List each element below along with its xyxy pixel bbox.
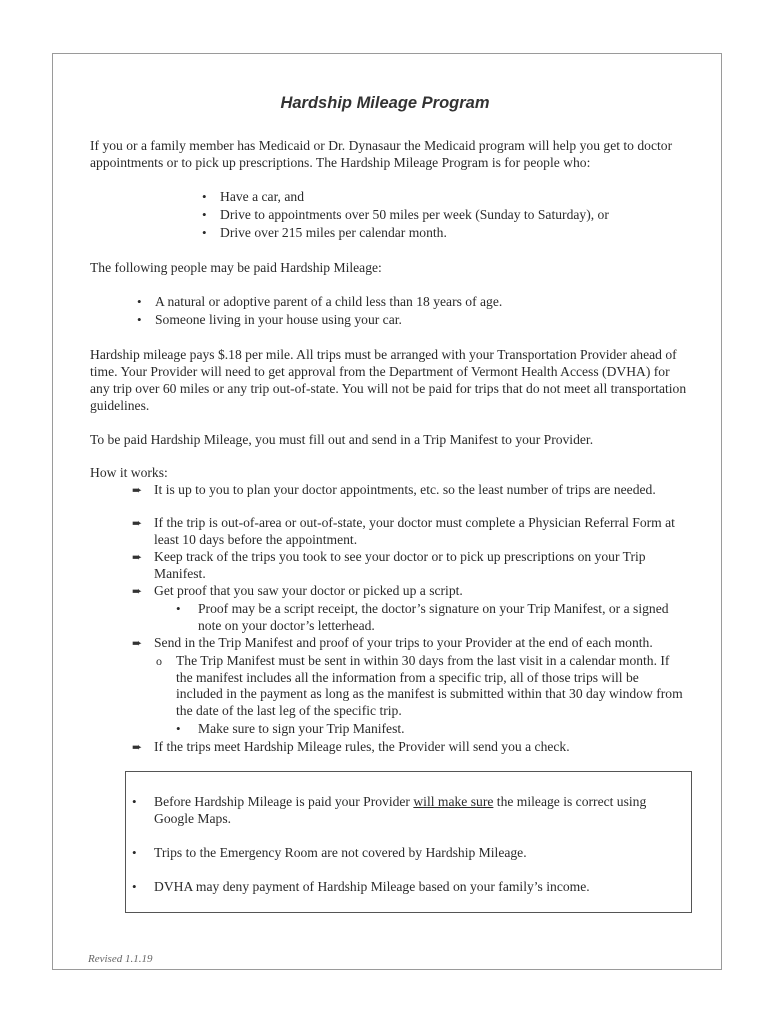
eligibility-item-2: [202, 206, 609, 223]
paid-people-item-1: [137, 293, 503, 310]
bullet-icon: •: [202, 225, 207, 240]
step-item-1: [132, 482, 689, 499]
proof-subitem: [176, 601, 688, 634]
manifest-paragraph: To be paid Hardship Mileage, you must fill out and send in a Trip Manifest to your Provider.: [90, 432, 594, 447]
document-title: Hardship Mileage Program: [280, 94, 490, 112]
arrow-icon: ➨: [132, 516, 143, 530]
step-item-4: [132, 583, 689, 600]
bullet-icon: •: [137, 312, 142, 327]
step-text: It is up to you to plan your doctor appointments, etc. so the least number of trips are needed.: [154, 482, 656, 497]
step-item-6: [132, 739, 689, 756]
arrow-icon: ➨: [132, 483, 143, 497]
sign-subitem: [176, 721, 688, 738]
note-item-3: [132, 878, 689, 895]
arrow-icon: ➨: [132, 740, 143, 754]
bullet-icon: •: [176, 721, 181, 736]
step-text: If the trip is out-of-area or out-of-state, your doctor must complete a Physician Referral Form at least 10 days before the appointment.: [154, 515, 675, 547]
revision-date: Revised 1.1.19: [88, 953, 153, 965]
note-item-1: [132, 793, 689, 827]
paid-people-item-2: [137, 311, 402, 328]
note-emphasis: will make sure: [413, 794, 494, 809]
arrow-icon: ➨: [132, 584, 143, 598]
step-item-3: [132, 549, 689, 582]
note-text: DVHA may deny payment of Hardship Mileage based on your family’s income.: [154, 879, 590, 894]
paid-people-intro: The following people may be paid Hardship Mileage:: [90, 260, 382, 275]
intro-paragraph: If you or a family member has Medicaid or Dr. Dynasaur the Medicaid program will help you get to doctor appointments or to pick up prescriptions. The Hardship Mileage Program is for people who:: [90, 138, 673, 170]
eligibility-item-1: [202, 188, 304, 205]
paid-people-text: A natural or adoptive parent of a child less than 18 years of age.: [155, 294, 503, 309]
step-item-5: [132, 635, 689, 652]
note-text: Before Hardship Mileage is paid your Provider: [154, 794, 414, 809]
sign-subitem-text: Make sure to sign your Trip Manifest.: [198, 721, 405, 736]
note-item-2: [132, 844, 689, 861]
manifest-subitem: [156, 653, 688, 719]
bullet-icon: •: [202, 189, 207, 204]
how-it-works-heading: How it works:: [90, 465, 168, 480]
bullet-icon: •: [132, 794, 137, 809]
proof-subitem-text: Proof may be a script receipt, the doctor’s signature on your Trip Manifest, or a signed note on your doctor’s letterhead.: [198, 601, 669, 633]
bullet-icon: •: [176, 601, 181, 616]
step-text: Send in the Trip Manifest and proof of your trips to your Provider at the end of each month.: [154, 635, 653, 650]
note-text: Trips to the Emergency Room are not covered by Hardship Mileage.: [154, 845, 527, 860]
bullet-icon: •: [132, 845, 137, 860]
manifest-subitem-text: The Trip Manifest must be sent in within 30 days from the last visit in a calendar month. If the manifest includes all the information from a specific trip, all of those trips will be included in the payment as long as the manifest is submitted within that 30 day window from the date of the last leg of the specific trip.: [176, 653, 683, 718]
paid-people-text: Someone living in your house using your car.: [155, 312, 402, 327]
arrow-icon: ➨: [132, 636, 143, 650]
step-text: If the trips meet Hardship Mileage rules, the Provider will send you a check.: [154, 739, 570, 754]
eligibility-text: Drive to appointments over 50 miles per week (Sunday to Saturday), or: [220, 207, 609, 222]
step-item-2: [132, 515, 689, 548]
rate-paragraph: Hardship mileage pays $.18 per mile. All trips must be arranged with your Transportation Provider ahead of time. Your Provider will need to get approval from the Department of Vermont Health Access (DVHA) for any trip over 60 miles or any trip out-of-state. You will not be paid for trips that do not meet all transportation guidelines.: [90, 347, 687, 413]
note-text: the mileage is correct using Google Maps.: [154, 794, 647, 826]
eligibility-item-3: [202, 224, 447, 241]
arrow-icon: ➨: [132, 550, 143, 564]
eligibility-text: Drive over 215 miles per calendar month.: [220, 225, 447, 240]
bullet-icon: •: [132, 879, 137, 894]
step-text: Keep track of the trips you took to see your doctor or to pick up prescriptions on your Trip Manifest.: [154, 549, 646, 581]
circle-bullet-icon: o: [156, 654, 162, 668]
eligibility-text: Have a car, and: [220, 189, 304, 204]
bullet-icon: •: [137, 294, 142, 309]
bullet-icon: •: [202, 207, 207, 222]
step-text: Get proof that you saw your doctor or picked up a script.: [154, 583, 463, 598]
